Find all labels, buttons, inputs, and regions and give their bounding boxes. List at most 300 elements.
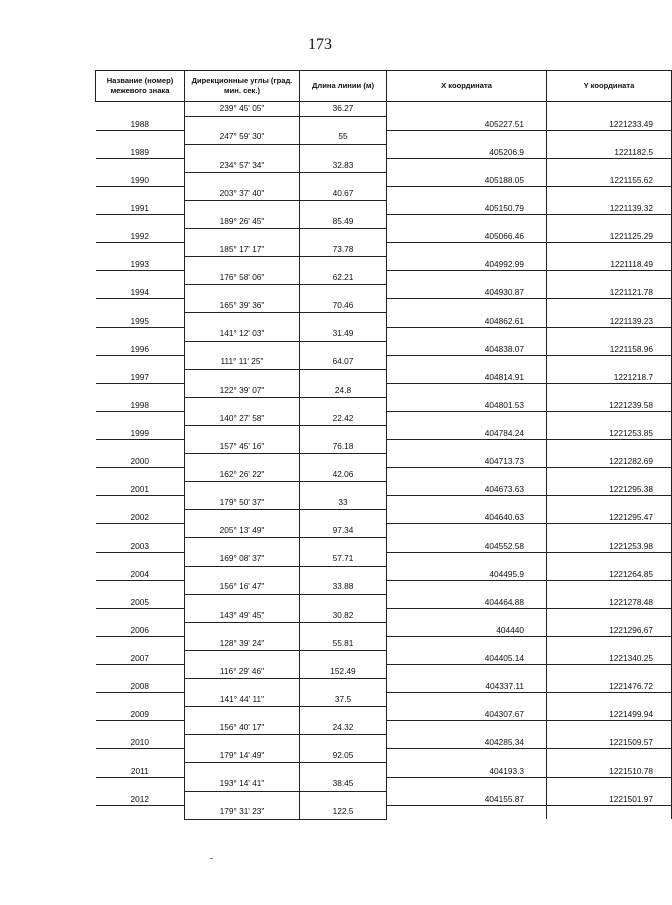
x-coordinate: 405206.9 [387,144,547,158]
empty-cell [387,777,547,791]
empty-cell [96,608,185,622]
empty-cell [300,172,387,186]
direction-angle: 122° 39' 07" [185,383,300,397]
empty-cell [547,580,672,594]
empty-cell [547,215,672,229]
empty-cell [185,650,300,664]
point-row [96,200,672,214]
empty-cell [387,440,547,454]
point-name: 1989 [96,144,185,158]
x-coordinate: 405227.51 [387,116,547,130]
line-length: 92.05 [300,749,387,763]
x-coordinate: 405066.46 [387,229,547,243]
empty-cell [185,622,300,636]
line-length: 57.71 [300,552,387,566]
segment-row [96,440,672,454]
x-coordinate: 404862.61 [387,313,547,327]
point-row [96,679,672,693]
empty-cell [185,313,300,327]
direction-angle: 176° 58' 06" [185,271,300,285]
empty-cell [300,566,387,580]
segment-row [96,608,672,622]
empty-cell [387,243,547,257]
empty-cell [300,763,387,777]
empty-cell [300,707,387,721]
point-name: 1998 [96,397,185,411]
segment-row [96,665,672,679]
x-coordinate: 404784.24 [387,425,547,439]
empty-cell [96,215,185,229]
point-row [96,172,672,186]
empty-cell [387,665,547,679]
direction-angle: 239° 45' 05" [185,102,300,117]
line-length: 64.07 [300,355,387,369]
empty-cell [185,229,300,243]
empty-cell [96,102,185,117]
point-name: 2008 [96,679,185,693]
direction-angle: 111° 11' 25" [185,355,300,369]
empty-cell [547,383,672,397]
y-coordinate: 1221476.72 [547,679,672,693]
direction-angle: 141° 44' 11" [185,693,300,707]
line-length: 31.49 [300,327,387,341]
empty-cell [547,440,672,454]
x-coordinate: 404193.3 [387,763,547,777]
empty-cell [185,763,300,777]
empty-cell [547,299,672,313]
point-name: 1995 [96,313,185,327]
direction-angle: 189° 26' 45" [185,215,300,229]
empty-cell [96,440,185,454]
empty-cell [96,524,185,538]
point-name: 2007 [96,650,185,664]
direction-angle: 156° 16' 47" [185,580,300,594]
empty-cell [387,552,547,566]
direction-angle: 143° 49' 45" [185,608,300,622]
y-coordinate: 1221499.94 [547,707,672,721]
empty-cell [300,285,387,299]
segment-row [96,102,672,117]
empty-cell [300,341,387,355]
empty-cell [387,186,547,200]
line-length: 42.06 [300,468,387,482]
empty-cell [547,186,672,200]
line-length: 55.81 [300,636,387,650]
empty-cell [387,468,547,482]
empty-cell [185,454,300,468]
point-row [96,454,672,468]
y-coordinate: 1221158.96 [547,341,672,355]
x-coordinate: 404801.53 [387,397,547,411]
header-angle: Дирекционные углы (град. мин. сек.) [185,71,300,102]
empty-cell [96,777,185,791]
empty-cell [387,411,547,425]
x-coordinate: 404640.63 [387,510,547,524]
direction-angle: 140° 27' 58" [185,411,300,425]
empty-cell [96,327,185,341]
x-coordinate: 404992.99 [387,257,547,271]
table-header-row [96,71,672,102]
empty-cell [185,200,300,214]
y-coordinate: 1221118.49 [547,257,672,271]
scan-dot [210,858,213,859]
y-coordinate: 1221264.85 [547,566,672,580]
segment-row [96,186,672,200]
empty-cell [300,538,387,552]
empty-cell [547,411,672,425]
empty-cell [300,482,387,496]
empty-cell [387,271,547,285]
point-row [96,257,672,271]
empty-cell [96,552,185,566]
direction-angle: 234° 57' 34" [185,158,300,172]
point-name: 2012 [96,791,185,805]
empty-cell [387,130,547,144]
empty-cell [300,454,387,468]
empty-cell [547,355,672,369]
empty-cell [96,299,185,313]
empty-cell [387,580,547,594]
point-row [96,735,672,749]
empty-cell [547,158,672,172]
direction-angle: 157° 45' 16" [185,440,300,454]
empty-cell [185,425,300,439]
segment-row [96,383,672,397]
direction-angle: 179° 50' 37" [185,496,300,510]
header-x: X координата [387,71,547,102]
x-coordinate: 404673.63 [387,482,547,496]
page-number: 173 [308,36,332,53]
empty-cell [185,144,300,158]
segment-row [96,777,672,791]
segment-row [96,355,672,369]
point-name: 1990 [96,172,185,186]
y-coordinate: 1221253.98 [547,538,672,552]
empty-cell [547,805,672,819]
boundary-coordinates-table [95,70,672,820]
empty-cell [185,482,300,496]
empty-cell [185,341,300,355]
empty-cell [547,102,672,117]
point-row [96,144,672,158]
y-coordinate: 1221295.47 [547,510,672,524]
line-length: 62.21 [300,271,387,285]
segment-row [96,580,672,594]
point-row [96,369,672,383]
point-row [96,285,672,299]
empty-cell [96,186,185,200]
segment-row [96,468,672,482]
point-name: 1988 [96,116,185,130]
point-name: 2005 [96,594,185,608]
empty-cell [300,425,387,439]
direction-angle: 247° 59' 30" [185,130,300,144]
point-name: 2002 [96,510,185,524]
empty-cell [185,679,300,693]
empty-cell [185,735,300,749]
empty-cell [387,327,547,341]
point-row [96,510,672,524]
empty-cell [387,524,547,538]
segment-row [96,215,672,229]
line-length: 32.83 [300,158,387,172]
y-coordinate: 1221233.49 [547,116,672,130]
line-length: 36.27 [300,102,387,117]
line-length: 85.49 [300,215,387,229]
empty-cell [185,369,300,383]
empty-cell [96,468,185,482]
header-length: Длина линии (м) [300,71,387,102]
point-name: 1996 [96,341,185,355]
x-coordinate: 404307.67 [387,707,547,721]
segment-row [96,524,672,538]
empty-cell [185,285,300,299]
empty-cell [547,552,672,566]
line-length: 24.8 [300,383,387,397]
direction-angle: 162° 26' 22" [185,468,300,482]
empty-cell [300,650,387,664]
empty-cell [547,496,672,510]
empty-cell [96,271,185,285]
header-y: Y координата [547,71,672,102]
point-row [96,566,672,580]
x-coordinate: 404814.91 [387,369,547,383]
empty-cell [300,313,387,327]
empty-cell [300,144,387,158]
point-row [96,650,672,664]
y-coordinate: 1221253.85 [547,425,672,439]
empty-cell [547,636,672,650]
line-length: 37.5 [300,693,387,707]
x-coordinate: 404495.9 [387,566,547,580]
x-coordinate: 404552.58 [387,538,547,552]
y-coordinate: 1221121.78 [547,285,672,299]
point-row [96,482,672,496]
segment-row [96,693,672,707]
line-length: 152.49 [300,665,387,679]
line-length: 22.42 [300,411,387,425]
empty-cell [96,665,185,679]
point-name: 1997 [96,369,185,383]
x-coordinate: 404285.34 [387,735,547,749]
empty-cell [387,355,547,369]
segment-row [96,158,672,172]
empty-cell [387,496,547,510]
y-coordinate: 1221182.5 [547,144,672,158]
empty-cell [547,243,672,257]
direction-angle: 165° 39' 36" [185,299,300,313]
line-length: 122.5 [300,805,387,819]
empty-cell [547,130,672,144]
point-row [96,341,672,355]
empty-cell [387,693,547,707]
direction-angle: 116° 29' 46" [185,665,300,679]
header-name: Название (номер) межевого знака [96,71,185,102]
direction-angle: 193° 14' 41" [185,777,300,791]
empty-cell [96,130,185,144]
empty-cell [96,636,185,650]
segment-row [96,271,672,285]
point-name: 2003 [96,538,185,552]
point-name: 2006 [96,622,185,636]
point-row [96,425,672,439]
x-coordinate: 404464.88 [387,594,547,608]
direction-angle: 128° 39' 24" [185,636,300,650]
direction-angle: 185° 17' 17" [185,243,300,257]
empty-cell [300,257,387,271]
point-name: 1994 [96,285,185,299]
empty-cell [387,608,547,622]
line-length: 55 [300,130,387,144]
point-row [96,622,672,636]
y-coordinate: 1221139.32 [547,200,672,214]
point-name: 2004 [96,566,185,580]
empty-cell [300,200,387,214]
y-coordinate: 1221282.69 [547,454,672,468]
x-coordinate: 405188.05 [387,172,547,186]
line-length: 30.82 [300,608,387,622]
empty-cell [387,805,547,819]
x-coordinate: 405150.79 [387,200,547,214]
empty-cell [387,721,547,735]
direction-angle: 169° 08' 37" [185,552,300,566]
empty-cell [185,172,300,186]
point-name: 1991 [96,200,185,214]
empty-cell [185,257,300,271]
segment-row [96,327,672,341]
y-coordinate: 1221295.38 [547,482,672,496]
direction-angle: 156° 40' 17" [185,721,300,735]
empty-cell [300,510,387,524]
point-name: 1992 [96,229,185,243]
y-coordinate: 1221296.67 [547,622,672,636]
point-name: 1999 [96,425,185,439]
y-coordinate: 1221239.58 [547,397,672,411]
empty-cell [547,665,672,679]
direction-angle: 203° 37' 40" [185,186,300,200]
x-coordinate: 404337.11 [387,679,547,693]
empty-cell [300,594,387,608]
line-length: 73.78 [300,243,387,257]
empty-cell [387,636,547,650]
point-name: 2010 [96,735,185,749]
empty-cell [387,749,547,763]
point-row [96,707,672,721]
x-coordinate: 404440 [387,622,547,636]
point-name: 2011 [96,763,185,777]
segment-row [96,130,672,144]
empty-cell [387,102,547,117]
x-coordinate: 404713.73 [387,454,547,468]
x-coordinate: 404405.14 [387,650,547,664]
point-name: 2001 [96,482,185,496]
point-row [96,116,672,130]
empty-cell [96,749,185,763]
x-coordinate: 404155.87 [387,791,547,805]
empty-cell [96,383,185,397]
empty-cell [547,468,672,482]
empty-cell [300,116,387,130]
segment-row [96,636,672,650]
direction-angle: 179° 31' 23" [185,805,300,819]
line-length: 38.45 [300,777,387,791]
empty-cell [547,693,672,707]
point-row [96,229,672,243]
empty-cell [96,158,185,172]
x-coordinate: 404930.87 [387,285,547,299]
segment-row [96,552,672,566]
empty-cell [96,805,185,819]
point-name: 1993 [96,257,185,271]
empty-cell [300,679,387,693]
empty-cell [300,735,387,749]
empty-cell [96,721,185,735]
empty-cell [547,608,672,622]
line-length: 70.46 [300,299,387,313]
y-coordinate: 1221139.23 [547,313,672,327]
empty-cell [185,397,300,411]
empty-cell [185,594,300,608]
y-coordinate: 1221155.62 [547,172,672,186]
empty-cell [387,383,547,397]
empty-cell [185,116,300,130]
y-coordinate: 1221501.97 [547,791,672,805]
y-coordinate: 1221510.78 [547,763,672,777]
empty-cell [547,524,672,538]
point-row [96,538,672,552]
y-coordinate: 1221340.25 [547,650,672,664]
segment-row [96,411,672,425]
empty-cell [300,622,387,636]
empty-cell [185,566,300,580]
direction-angle: 179° 14' 49" [185,749,300,763]
empty-cell [300,229,387,243]
segment-row [96,243,672,257]
point-row [96,313,672,327]
direction-angle: 205° 13' 49" [185,524,300,538]
segment-row [96,749,672,763]
empty-cell [185,510,300,524]
point-row [96,763,672,777]
y-coordinate: 1221509.57 [547,735,672,749]
table-body [96,102,672,820]
segment-row [96,721,672,735]
empty-cell [300,397,387,411]
point-row [96,397,672,411]
empty-cell [96,411,185,425]
point-name: 2000 [96,454,185,468]
empty-cell [96,580,185,594]
y-coordinate: 1221278.48 [547,594,672,608]
empty-cell [96,693,185,707]
line-length: 97.34 [300,524,387,538]
line-length: 24.32 [300,721,387,735]
empty-cell [387,158,547,172]
empty-cell [547,271,672,285]
y-coordinate: 1221125.29 [547,229,672,243]
x-coordinate: 404838.07 [387,341,547,355]
empty-cell [387,299,547,313]
empty-cell [300,791,387,805]
empty-cell [387,215,547,229]
y-coordinate: 1221218.7 [547,369,672,383]
line-length: 40.67 [300,186,387,200]
empty-cell [547,721,672,735]
segment-row [96,805,672,819]
point-name: 2009 [96,707,185,721]
point-row [96,594,672,608]
empty-cell [547,777,672,791]
